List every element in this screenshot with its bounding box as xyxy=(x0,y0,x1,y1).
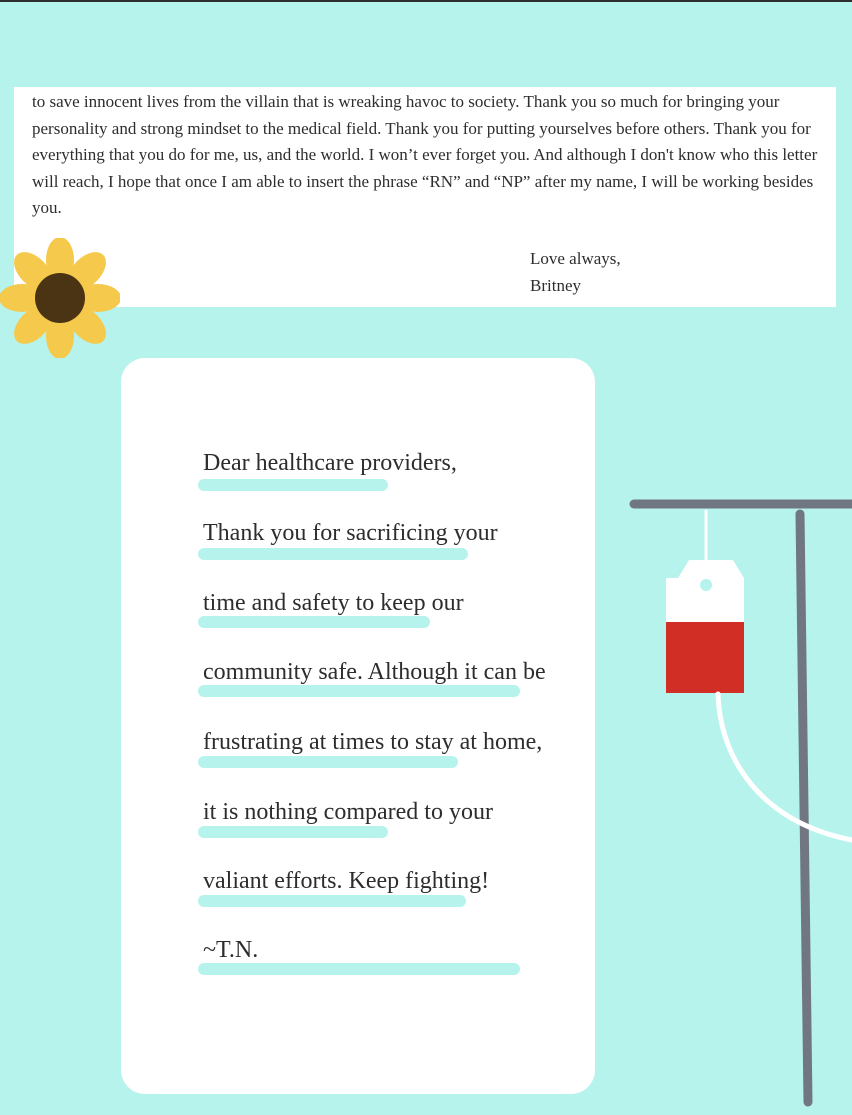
letter-body: to save innocent lives from the villain that is wreaking havoc to society. Thank you so much for bringing your personality and strong mindset to the medical field. Thank you for putting yourselves before others. Thank you for everything that you do for me, us, and the world. I won’t ever forget you. And although I don't know who this letter will reach, I hope that once I am able to insert the phrase “RN” and “NP” after my name, I will be working besides you. xyxy=(32,92,818,218)
closing: Love always, xyxy=(530,249,621,268)
top-border xyxy=(0,0,852,2)
note-line: Thank you for sacrificing your xyxy=(203,520,498,546)
line-highlight xyxy=(198,548,468,560)
line-highlight xyxy=(198,756,458,768)
note-greeting: Dear healthcare providers, xyxy=(203,450,457,476)
sunflower-icon xyxy=(0,238,120,358)
note-line: it is nothing compared to your xyxy=(203,799,493,825)
letter-card xyxy=(14,87,836,307)
signoff xyxy=(530,245,621,299)
note-line: frustrating at times to stay at home, xyxy=(203,729,543,755)
signature: Britney xyxy=(530,276,581,295)
line-highlight xyxy=(198,479,388,491)
note-line: valiant efforts. Keep fighting! xyxy=(203,868,490,894)
note-card xyxy=(121,358,595,1094)
line-highlight xyxy=(198,895,466,907)
line-highlight xyxy=(198,826,388,838)
iv-stand-icon xyxy=(620,490,852,1110)
note-line: community safe. Although it can be xyxy=(203,659,546,685)
note-signature: ~T.N. xyxy=(203,937,259,963)
note-line: time and safety to keep our xyxy=(203,590,464,616)
